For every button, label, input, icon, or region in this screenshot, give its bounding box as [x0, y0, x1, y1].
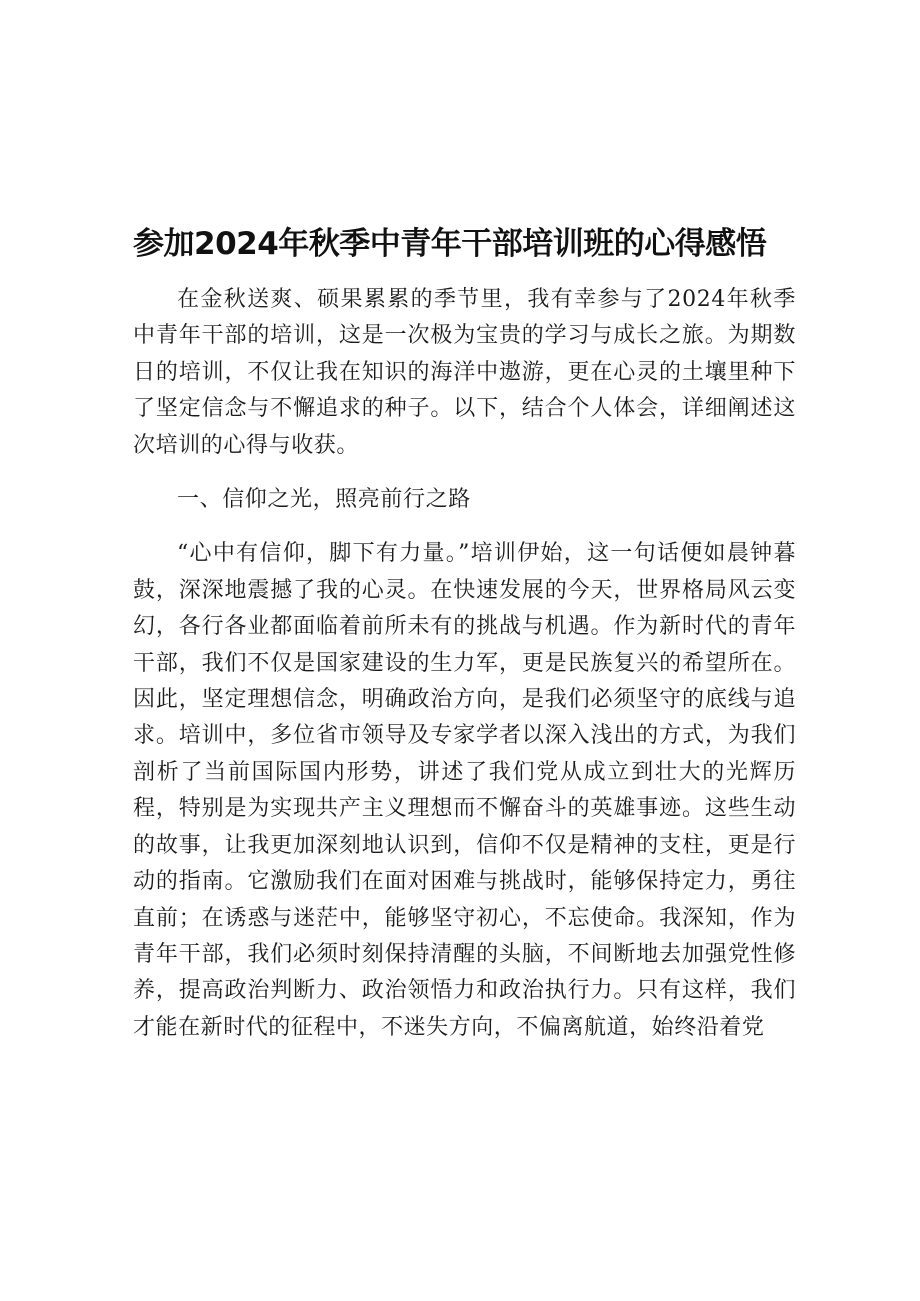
- document-title: 参加2024年秋季中青年干部培训班的心得感悟: [133, 226, 767, 262]
- section-heading: 一、信仰之光，照亮前行之路: [177, 487, 471, 513]
- intro-paragraph: 在金秋送爽、硕果累累的季节里，我有幸参与了2024年秋季中青年干部的培训，这是一次极为宝贵的学习与成长之旅。为期数日的培训，不仅让我在知识的海洋中遨游，更在心灵的土壤里种下了坚定信念与不懈追求的种子。以下，结合个人体会，详细阐述这次培训的心得与收获。: [133, 287, 796, 458]
- document-body: [133, 282, 796, 1046]
- body-paragraph: “心中有信仰，脚下有力量。”培训伊始，这一句话便如晨钟暮鼓，深深地震撼了我的心灵。在快速发展的今天，世界格局风云变幻，各行各业都面临着前所未有的挑战与机遇。作为新时代的青年干部，我们不仅是国家建设的生力军，更是民族复兴的希望所在。因此，坚定理想信念，明确政治方向，是我们必须坚守的底线与追求。培训中，多位省市领导及专家学者以深入浅出的方式，为我们剖析了当前国际国内形势，讲述了我们党从成立到壮大的光辉历程，特别是为实现共产主义理想而不懈奋斗的英雄事迹。这些生动的故事，让我更加深刻地认识到，信仰不仅是精神的支柱，更是行动的指南。它激励我们在面对困难与挑战时，能够保持定力，勇往直前；在诱惑与迷茫中，能够坚守初心，不忘使命。我深知，作为青年干部，我们必须时刻保持清醒的头脑，不间断地去加强党性修养，提高政治判断力、政治领悟力和政治执行力。只有这样，我们才能在新时代的征程中，不迷失方向，不偏离航道，始终沿着党: [133, 541, 796, 1040]
